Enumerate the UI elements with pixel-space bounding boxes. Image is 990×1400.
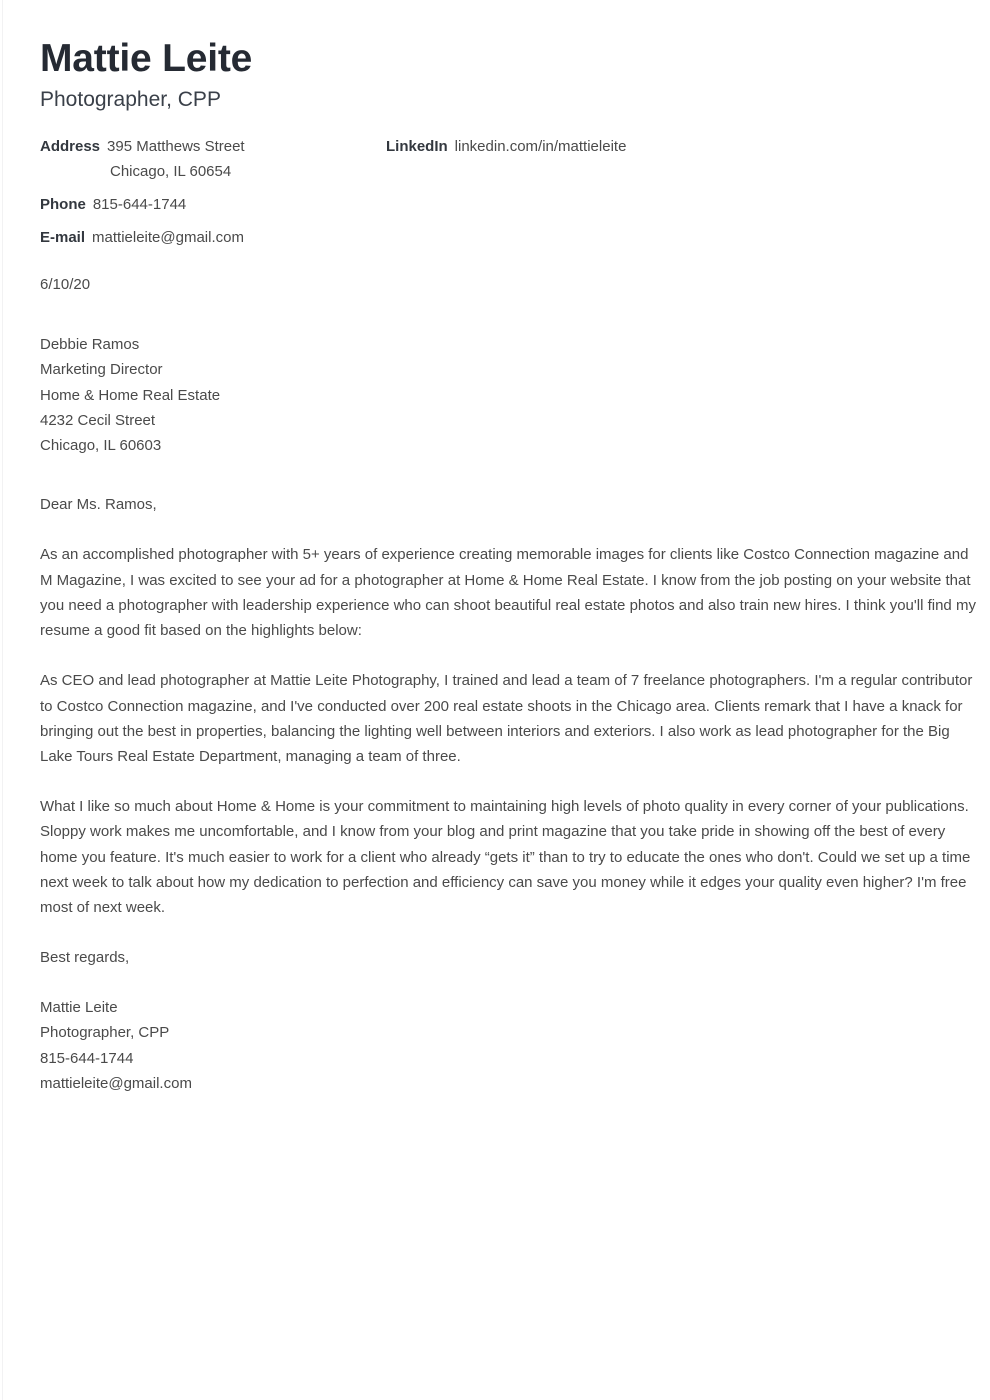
signature-name: Mattie Leite	[40, 999, 118, 1017]
signature-email[interactable]: mattieleite@gmail.com	[40, 1074, 192, 1092]
contact-column-right	[386, 135, 786, 159]
contact-block	[40, 135, 976, 251]
page-left-edge-rule	[2, 0, 3, 1400]
recipient-name: Debbie Ramos	[40, 336, 140, 353]
signature-block	[40, 995, 976, 1096]
letter-header	[40, 0, 976, 114]
address-line-1: 395 Matthews Street	[107, 138, 245, 155]
address-label: Address	[40, 138, 101, 155]
contact-row-email	[40, 226, 380, 250]
body-paragraph-2: As CEO and lead photographer at Mattie Leite Photography, I trained and lead a team of 7 freelance photographers. I'm a regular contributor to Costco Connection magazine, and I've conducted over 200 real estate shoots in the Chicago area. Clients remark that I have a knack for bringing out the best in properties, balancing the lighting well between interiors and exteriors. I also work as lead photographer for the Big Lake Tours Real Estate Department, managing a team of three.	[40, 672, 973, 765]
closing-salutation: Best regards,	[40, 949, 130, 967]
salutation: Dear Ms. Ramos,	[40, 496, 157, 514]
letter-content	[40, 0, 976, 1096]
signature-phone: 815-644-1744	[40, 1049, 134, 1067]
linkedin-label: LinkedIn	[386, 138, 448, 155]
applicant-name: Mattie Leite	[40, 37, 253, 80]
contact-column-left	[40, 135, 380, 250]
signature-job-title: Photographer, CPP	[40, 1024, 170, 1042]
address-line-2: Chicago, IL 60654	[110, 163, 232, 180]
email-label: E-mail	[40, 229, 86, 246]
contact-row-address	[40, 135, 380, 184]
contact-row-phone	[40, 193, 380, 217]
linkedin-value[interactable]: linkedin.com/in/mattieleite	[454, 138, 627, 155]
body-paragraph-1: As an accomplished photographer with 5+ years of experience creating memorable images for clients like Costco Connection magazine and M Magazine, I was excited to see your ad for a photographer at Home & Home Real Estate. I know from the job posting on your website that you need a photographer with leadership experience who can shoot beautiful real estate photos and also train new hires. I think you'll find my resume a good fit based on the highlights below:	[40, 546, 976, 640]
phone-label: Phone	[40, 196, 86, 213]
phone-value: 815-644-1744	[92, 196, 187, 213]
recipient-block	[40, 332, 976, 458]
recipient-job-title: Marketing Director	[40, 361, 163, 379]
recipient-company: Home & Home Real Estate	[40, 386, 221, 404]
email-value[interactable]: mattieleite@gmail.com	[92, 229, 244, 246]
recipient-city-state-zip: Chicago, IL 60603	[40, 437, 162, 455]
letter-date: 6/10/20	[40, 276, 91, 293]
recipient-street: 4232 Cecil Street	[40, 411, 156, 429]
applicant-job-title: Photographer, CPP	[40, 88, 221, 111]
contact-row-linkedin	[386, 135, 786, 159]
body-paragraph-3: What I like so much about Home & Home is your commitment to maintaining high levels of photo quality in every corner of your publications. Sloppy work makes me uncomfortable, and I know from your blog and print magazine that you take pride in showing off the best of every home you feature. It's much easier to work for a client who already “gets it” than to try to educate the ones who don't. Could we set up a time next week to talk about how my dedication to perfection and efficiency can save you money while it edges your quality even higher? I'm free most of next week.	[40, 798, 971, 916]
